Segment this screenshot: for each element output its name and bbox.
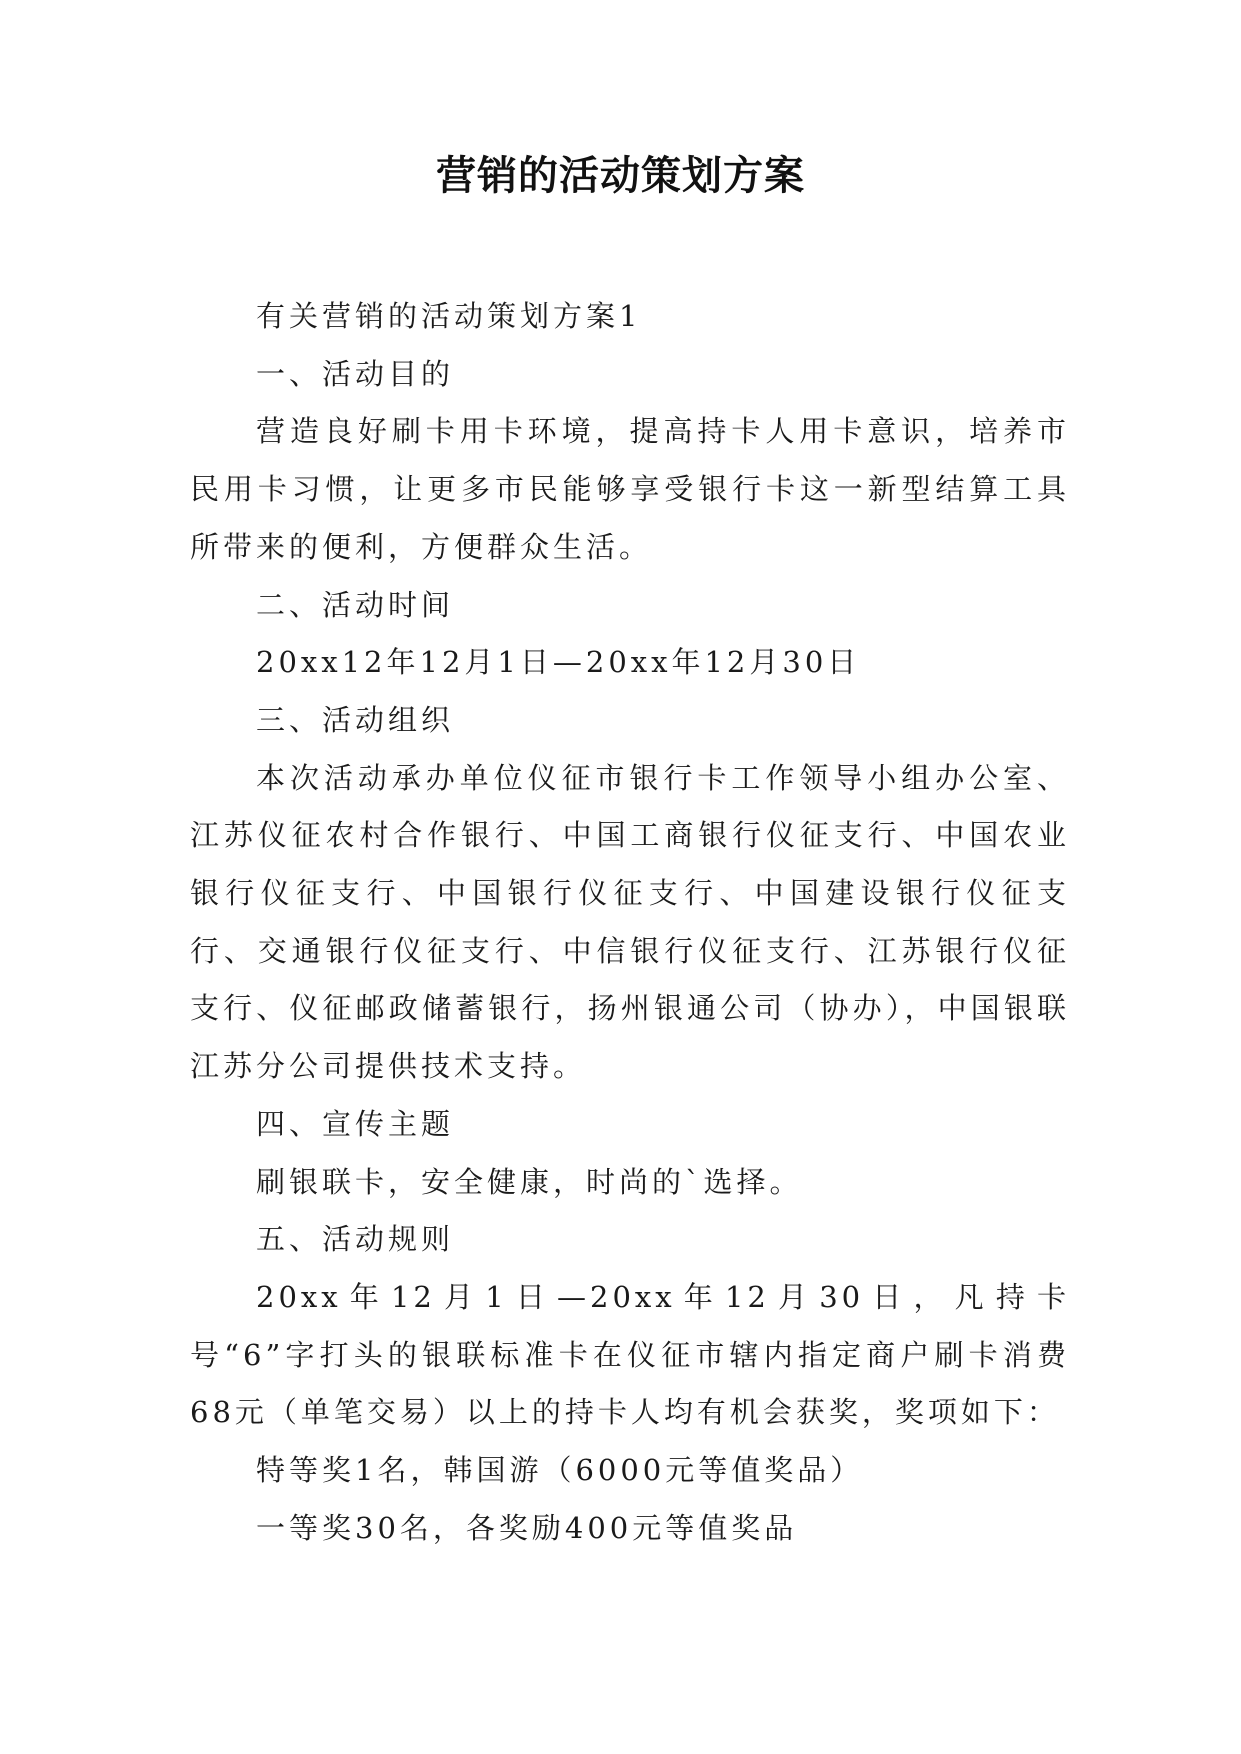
paragraph-rules: 20xx年12月1日—20xx年12月30日，凡持卡号“6”字打头的银联标准卡在仪征市辖内指定商户刷卡消费68元（单笔交易）以上的持卡人均有机会获奖，奖项如下： — [190, 1279, 1070, 1430]
paragraph-theme: 刷银联卡，安全健康，时尚的`选择。 — [256, 1164, 803, 1199]
paragraph-organization: 本次活动承办单位仪征市银行卡工作领导小组办公室、江苏仪征农村合作银行、中国工商银行仪征支行、中国农业银行仪征支行、中国银行仪征支行、中国建设银行仪征支行、交通银行仪征支行、中信银行仪征支行、江苏银行仪征支行、仪征邮政储蓄银行，扬州银通公司（协办），中国银联江苏分公司提供技术支持。 — [190, 760, 1070, 1084]
section-heading-time: 二、活动时间 — [256, 587, 455, 622]
paragraph-time: 20xx12年12月1日—20xx年12月30日 — [256, 645, 861, 680]
section-heading-purpose: 一、活动目的 — [256, 356, 455, 391]
section-heading-rules: 五、活动规则 — [256, 1222, 455, 1257]
document-body — [190, 288, 1070, 1557]
section-heading-organization: 三、活动组织 — [256, 702, 455, 737]
paragraph-purpose: 营造良好刷卡用卡环境，提高持卡人用卡意识，培养市民用卡习惯，让更多市民能够享受银行卡这一新型结算工具所带来的便利，方便群众生活。 — [190, 414, 1070, 564]
section-heading-theme: 四、宣传主题 — [256, 1106, 455, 1141]
document-title: 营销的活动策划方案 — [436, 153, 805, 199]
plan-heading: 有关营销的活动策划方案1 — [256, 299, 642, 333]
prize-special: 特等奖1名，韩国游（6000元等值奖品） — [256, 1453, 864, 1488]
prize-first: 一等奖30名，各奖励400元等值奖品 — [256, 1510, 798, 1545]
